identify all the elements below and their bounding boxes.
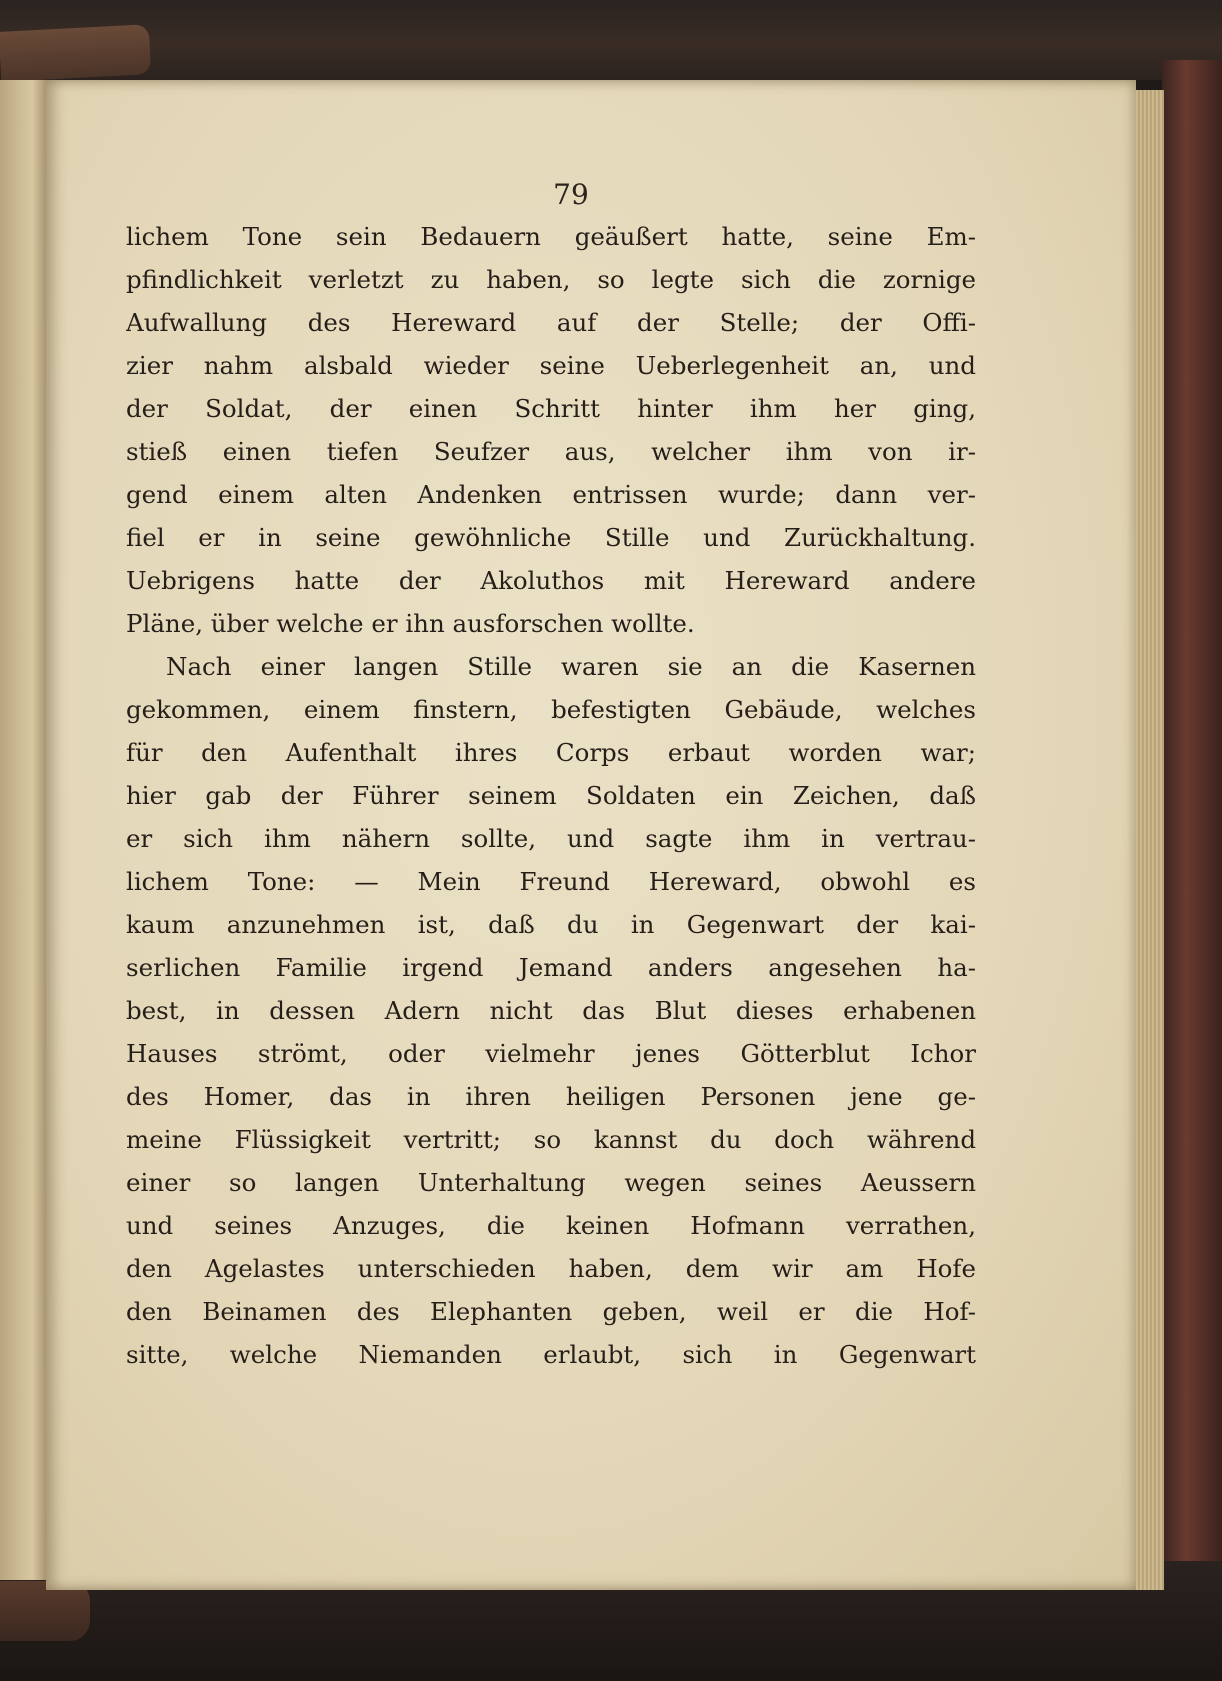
text-line: pfindlichkeit verletzt zu haben, so legte sich die zornige — [126, 265, 976, 294]
text-line: einer so langen Unterhaltung wegen seines Aeussern — [126, 1168, 976, 1197]
text-line: meine Flüssigkeit vertritt; so kannst du doch während — [126, 1125, 976, 1154]
body-text — [126, 215, 976, 1376]
book-cover-edge — [1162, 60, 1222, 1681]
text-line: Uebrigens hatte der Akoluthos mit Hereward andere — [126, 566, 976, 595]
page-number: 79 — [553, 178, 589, 211]
facing-page-edge — [0, 80, 46, 1580]
text-line: Nach einer langen Stille waren sie an die Kasernen — [166, 652, 976, 681]
book-binding-top — [0, 0, 1222, 80]
text-line: hier gab der Führer seinem Soldaten ein Zeichen, daß — [126, 781, 976, 810]
text-line: Aufwallung des Hereward auf der Stelle; der Offi- — [126, 308, 976, 337]
text-line: lichem Tone sein Bedauern geäußert hatte, seine Em- — [126, 222, 976, 251]
text-line: best, in dessen Adern nicht das Blut dieses erhabenen — [126, 996, 976, 1025]
text-line: des Homer, das in ihren heiligen Personen jene ge- — [126, 1082, 976, 1111]
text-line: kaum anzunehmen ist, daß du in Gegenwart der kai- — [126, 910, 976, 939]
text-line: gekommen, einem finstern, befestigten Gebäude, welches — [126, 695, 976, 724]
text-line: fiel er in seine gewöhnliche Stille und Zurückhaltung. — [126, 523, 976, 552]
text-line: gend einem alten Andenken entrissen wurde; dann ver- — [126, 480, 976, 509]
leather-strap-bottom — [0, 1581, 90, 1641]
text-line: Hauses strömt, oder vielmehr jenes Götterblut Ichor — [126, 1039, 976, 1068]
text-line: serlichen Familie irgend Jemand anders angesehen ha- — [126, 953, 976, 982]
text-line: der Soldat, der einen Schritt hinter ihm her ging, — [126, 394, 976, 423]
text-line: lichem Tone: — Mein Freund Hereward, obwohl es — [126, 867, 976, 896]
text-line: sitte, welche Niemanden erlaubt, sich in Gegenwart — [126, 1340, 976, 1369]
text-line: den Agelastes unterschieden haben, dem wir am Hofe — [126, 1254, 976, 1283]
text-line: den Beinamen des Elephanten geben, weil er die Hof- — [126, 1297, 976, 1326]
text-line: zier nahm alsbald wieder seine Ueberlegenheit an, und — [126, 351, 976, 380]
text-line: und seines Anzuges, die keinen Hofmann verrathen, — [126, 1211, 976, 1240]
text-line: für den Aufenthalt ihres Corps erbaut worden war; — [126, 738, 976, 767]
text-line: stieß einen tiefen Seufzer aus, welcher ihm von ir- — [126, 437, 976, 466]
text-line: er sich ihm nähern sollte, und sagte ihm in vertrau- — [126, 824, 976, 853]
text-line: Pläne, über welche er ihn ausforschen wollte. — [126, 609, 695, 638]
book-page — [46, 80, 1136, 1590]
leather-strap-top — [0, 24, 151, 82]
